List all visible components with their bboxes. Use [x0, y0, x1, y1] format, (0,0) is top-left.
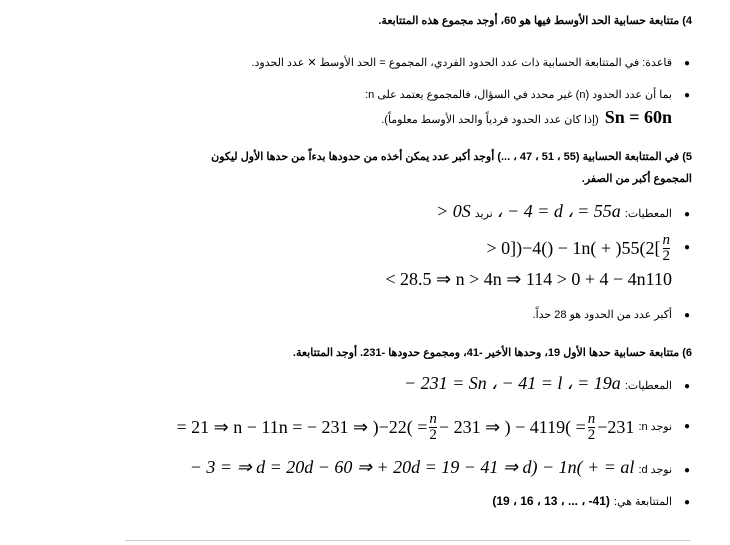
fraction: $\frac{n}{2}$: [662, 231, 670, 264]
bullet-icon: ●: [684, 465, 691, 476]
q4-since: بما أن عدد الحدود (n) غير محدد في السؤال، فالمجموع يعتمد على n: ●: [365, 84, 692, 107]
q4-rule: قاعدة: في المتتابعة الحسابية ذات عدد الحدود الفردي، المجموع = الحد الأوسط ✕ عدد الحدود. ●: [251, 52, 692, 75]
q6-sequence: (19 ، 16 ، 13 ، ... ، -41) المتتابعة هي: ●: [492, 490, 692, 514]
q5-step2: < 28.5 ⇒ n > 4n ⇒ 114 > 0 + 4 − 4n110: [385, 269, 672, 289]
q6-heading: 6) متتابعة حسابية حدها الأول 19، وحدها الأخير -41، ومجموع حدودها -231. أوجد المتتابعة.: [292, 347, 692, 359]
q6-find-n: = 21 ⇒ n − 11n = − 231 ⇒ )−22( = $\frac{n}{2}$ − 231 ⇒ ) − 4119( = $\frac{n}{2}$ −231 نوجد n: ●: [176, 410, 691, 443]
bullet-icon: ●: [684, 310, 691, 321]
q5-heading-2: المجموع أكبر من الصفر.: [581, 173, 692, 185]
q6-find-d: − 3 = ⇒ d = 20d − 60 ⇒ + 20d = 19 − 41 ⇒ d) − 1n( + = al نوجد d: ●: [190, 456, 692, 482]
bullet-icon: ●: [684, 421, 691, 432]
bullet-icon: ●: [684, 497, 691, 508]
q4-heading: 4) متتابعة حسابية الحد الأوسط فيها هو 60، أوجد مجموع هذه المتتابعة.: [378, 15, 692, 27]
q5-step1: > 0])−4() − 1n( + )55(2[ $\frac{n}{2}$ ●: [486, 231, 691, 264]
q5-answer: أكبر عدد من الحدود هو 28 حداً. ●: [533, 304, 692, 327]
divider: [125, 540, 690, 541]
bullet-icon: ●: [684, 90, 691, 101]
fraction: $\frac{n}{2}$: [429, 410, 437, 443]
q5-givens: > 0S نريد ، − 4 = d ، = 55a المعطيات: ●: [436, 200, 692, 226]
fraction: $\frac{n}{2}$: [587, 410, 596, 443]
q4-formula-line: (إذا كان عدد الحدود فردياً والحد الأوسط معلوماً). Sn = 60n: [381, 107, 672, 127]
bullet-icon: ●: [684, 381, 691, 392]
bullet-icon: ●: [684, 209, 691, 220]
bullet-icon: ●: [684, 58, 691, 69]
q5-heading-1: 5) في المتتابعة الحسابية (55 ، 51 ، 47 ، ...) أوجد أكبر عدد يمكن أخذه من حدودها بدءاً من حدها الأول ليكون: [211, 151, 692, 163]
q6-givens: − 231 = Sn ، − 41 = l ، = 19a المعطيات: ●: [404, 372, 692, 398]
bullet-icon: ●: [684, 242, 691, 253]
